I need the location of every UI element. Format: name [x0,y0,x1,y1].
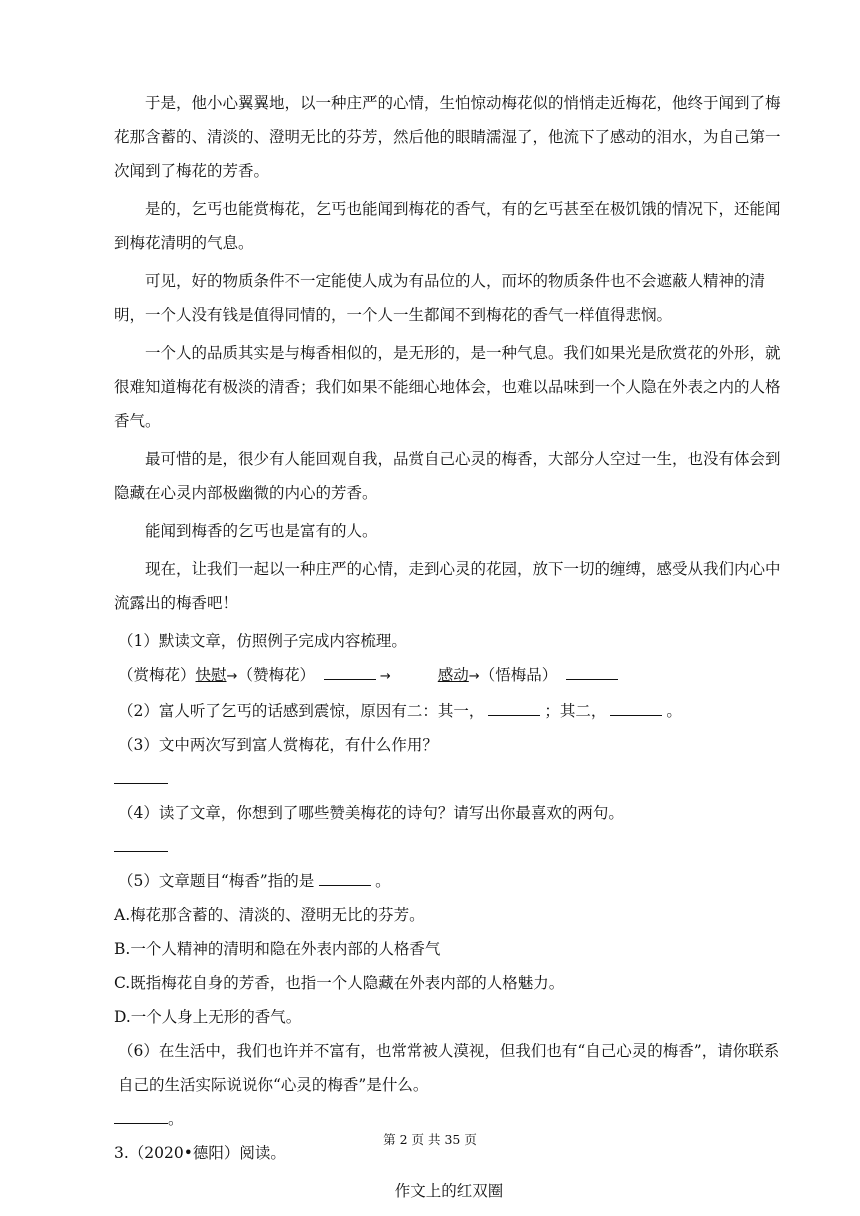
answer-blank[interactable] [610,699,662,716]
option-c: C.既指梅花自身的芳香，也指一个人隐藏在外表内部的人格魅力。 [114,974,565,992]
passage-paragraph-7: 现在，让我们一起以一种庄严的心情，走到心灵的花园，放下一切的缠缚，感受从我们内心中流露出的梅香吧！ [114,560,781,612]
question-2 [114,694,784,728]
question-6-end: 。 [168,1110,184,1128]
question-5-text: （5）文章题目“梅香”指的是 [118,872,320,890]
chain-example-1: 快慰 [195,666,227,684]
arrow-icon: → [379,669,391,684]
page-footer: 第 2 页 共 35 页 [383,1132,477,1147]
answer-blank[interactable] [324,663,376,680]
next-passage-title: 作文上的红双圈 [394,1182,504,1200]
question-4-answer [114,830,784,864]
chain-step-1: （赏梅花） [118,666,196,684]
question-6: （6）在生活中，我们也许并不富有，也常常被人漠视，但我们也有“自己心灵的梅香”，请你联系自己的生活实际说说你“心灵的梅香”是什么。 [118,1042,780,1094]
answer-blank[interactable] [566,663,618,680]
passage-paragraph-4: 一个人的品质其实是与梅香相似的，是无形的，是一种气息。我们如果光是欣赏花的外形，就很难知道梅花有极淡的清香；我们如果不能细心地体会，也难以品味到一个人隐在外表之内的人格香气。 [114,344,781,430]
arrow-icon: → [468,669,480,684]
answer-blank[interactable] [114,1107,168,1124]
passage-paragraph-6: 能闻到梅香的乞丐也是富有的人。 [145,522,378,540]
passage-paragraph-2: 是的，乞丐也能赏梅花，乞丐也能闻到梅花的香气，有的乞丐甚至在极饥饿的情况下，还能闻到梅花清明的气息。 [114,200,781,252]
question-4: （4）读了文章，你想到了哪些赞美梅花的诗句？请写出你最喜欢的两句。 [118,804,624,822]
question-2-text: （2）富人听了乞丐的话感到震惊，原因有二：其一， [118,702,485,720]
answer-blank[interactable] [114,835,168,852]
question-2-text-2: ；其二， [544,702,607,720]
option-b: B.一个人精神的清明和隐在外表内部的人格香气 [114,940,441,958]
question-2-end: 。 [666,702,682,720]
answer-blank[interactable] [114,767,168,784]
question-1: （1）默读文章，仿照例子完成内容梳理。 [118,632,407,650]
document-content [114,86,784,1208]
chain-step-2: （赞梅花） [237,666,315,684]
answer-blank[interactable] [319,869,371,886]
passage-paragraph-5: 最可惜的是，很少有人能回观自我，品赏自己心灵的梅香，大部分人空过一生，也没有体会到隐藏在心灵内部极幽微的内心的芳香。 [114,450,781,502]
option-d: D.一个人身上无形的香气。 [114,1008,302,1026]
question-5-end: 。 [375,872,391,890]
answer-blank[interactable] [488,699,540,716]
option-a: A.梅花那含蓄的、清淡的、澄明无比的芬芳。 [114,906,425,924]
passage-paragraph-1: 于是，他小心翼翼地，以一种庄严的心情，生怕惊动梅花似的悄悄走近梅花，他终于闻到了梅花那含蓄的、清淡的、澄明无比的芬芳，然后他的眼睛濡湿了，他流下了感动的泪水，为自己第一次闻到了梅花的芳香。 [114,94,781,180]
item-3-heading: 3.（2020•德阳）阅读。 [114,1144,286,1162]
question-5 [114,864,784,898]
passage-paragraph-3: 可见，好的物质条件不一定能使人成为有品位的人，而坏的物质条件也不会遮蔽人精神的清明，一个人没有钱是值得同情的，一个人一生都闻不到梅花的香气一样值得悲悯。 [114,272,766,324]
question-3: （3）文中两次写到富人赏梅花，有什么作用？ [118,736,438,754]
question-1-chain [114,658,784,694]
question-3-answer [114,762,784,796]
chain-step-3: （悟梅品） [479,666,558,684]
arrow-icon: → [226,669,238,684]
chain-example-2: 感动 [437,666,469,684]
